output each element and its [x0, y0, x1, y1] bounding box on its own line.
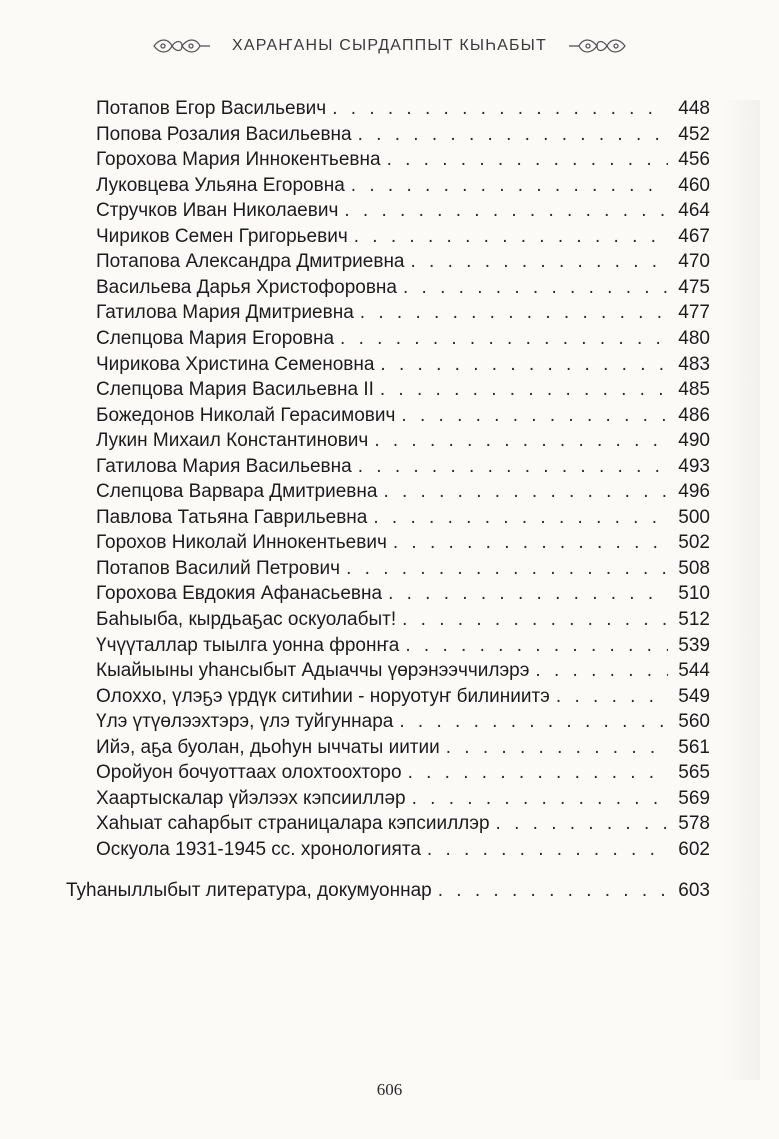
toc-entry-page: 561: [678, 736, 710, 758]
toc-entry-page: 475: [678, 276, 710, 298]
toc-entry-title: Гатилова Мария Дмитриевна: [96, 302, 354, 324]
toc-entry-page: 512: [678, 609, 710, 630]
toc-entry: [96, 709, 710, 735]
dot-leader: [380, 377, 668, 403]
toc-entry: [96, 403, 710, 429]
dot-leader: [374, 428, 668, 454]
toc-entry-title: Потапов Василий Петрович: [96, 557, 341, 579]
page-bleed-through: [720, 100, 760, 1080]
toc-entry: [96, 556, 710, 582]
toc-entry-page: 477: [678, 302, 710, 324]
toc-entry: [96, 198, 710, 224]
toc-entry-page: 490: [678, 430, 710, 452]
page-number: 606: [376, 1080, 403, 1099]
toc-entry: [96, 684, 710, 710]
dot-leader: [358, 122, 668, 148]
ornament-right-icon: [565, 35, 629, 57]
toc-entry-title: Хаһыат саһарбыт страницалара кэпсииллэр: [96, 813, 490, 835]
toc-entry: [96, 377, 710, 403]
dot-leader: [438, 878, 668, 904]
toc-entry: [96, 505, 710, 531]
toc-entry-title: Үлэ үтүөлээхтэрэ, үлэ туйгуннара: [96, 711, 394, 733]
toc-entry-page: 602: [678, 838, 710, 860]
dot-leader: [403, 275, 668, 301]
dot-leader: [388, 581, 668, 607]
toc-entry: [96, 147, 710, 173]
dot-leader: [399, 709, 668, 735]
toc-entry: [96, 760, 710, 786]
toc-entry-page: 485: [678, 379, 710, 401]
toc-entry-title: Туһаныллыбыт литература, докумуоннар: [66, 880, 432, 901]
toc-entry-page: 569: [678, 787, 710, 809]
toc-entry: [96, 96, 710, 122]
toc-entry-title: Оройуон бочуоттаах олохтоохторо: [96, 762, 402, 784]
toc-entry-title: Павлова Татьяна Гаврильевна: [96, 506, 368, 528]
toc-entry: [96, 658, 710, 684]
toc-entry-page: 502: [678, 532, 710, 554]
dot-leader: [380, 352, 668, 378]
toc-entry-page: 448: [678, 98, 710, 119]
toc-entry-title: Лукин Михаил Константинович: [96, 430, 369, 452]
toc-entry-title: Божедонов Николай Герасимович: [96, 404, 396, 426]
toc-entry-page: 452: [678, 123, 710, 145]
dot-leader: [354, 224, 668, 250]
dot-leader: [412, 786, 668, 812]
toc-entry-title: Горохова Мария Иннокентьевна: [96, 149, 381, 171]
toc-entry-page: 493: [678, 455, 710, 477]
toc-entry-title: Чириков Семен Григорьевич: [96, 225, 348, 247]
dot-leader: [401, 403, 668, 429]
toc-entry-title: Хаартыскалар үйэлээх кэпсиилләр: [96, 787, 406, 809]
toc-entry-page: 460: [678, 174, 710, 196]
toc-entry-title: Луковцева Ульяна Егоровна: [96, 174, 345, 196]
ornament-left-icon: [150, 35, 214, 57]
toc-entry-title: Слепцова Мария Васильевна II: [96, 379, 374, 401]
toc-entry-title: Баһыыба, кырдьаҕас оскуолабыт!: [96, 609, 397, 630]
toc-entry: [96, 352, 710, 378]
toc-entry-title: Васильева Дарья Христофоровна: [96, 276, 397, 298]
toc-entry-literature: [66, 878, 710, 904]
toc-entry-page: 470: [678, 251, 710, 273]
toc-entry-title: Олоххо, үлэҕэ үрдүк ситиһии - норуотуҥ билиниитэ: [96, 685, 550, 707]
dot-leader: [446, 735, 668, 761]
dot-leader: [373, 505, 668, 531]
dot-leader: [332, 96, 668, 122]
dot-leader: [556, 684, 668, 710]
toc-entry-page: 500: [678, 506, 710, 528]
toc-entry-title: Слепцова Варвара Дмитриевна: [96, 481, 378, 503]
toc-entry: [96, 275, 710, 301]
dot-leader: [496, 811, 668, 837]
toc-entry-title: Ийэ, аҕа буолан, дьоһун ыччаты иитии: [96, 736, 440, 758]
toc-entry-title: Оскуола 1931-1945 сс. хронологията: [96, 838, 421, 860]
dot-leader: [358, 454, 668, 480]
toc-entry-title: Слепцова Мария Егоровна: [96, 327, 335, 349]
toc-entry: [96, 786, 710, 812]
dot-leader: [360, 300, 668, 326]
toc-entry: [96, 326, 710, 352]
toc-entry: [96, 173, 710, 199]
toc-entry-page: 456: [678, 149, 710, 171]
dot-leader: [383, 479, 668, 505]
toc-entry-title: Потапова Александра Дмитриевна: [96, 251, 405, 273]
dot-leader: [351, 173, 668, 199]
toc-entry: [96, 633, 710, 659]
toc-entry-title: Попова Розалия Васильевна: [96, 123, 352, 145]
running-header: [0, 28, 779, 64]
toc-entry-title: Гатилова Мария Васильевна: [96, 455, 352, 477]
toc-entry-page: 486: [678, 404, 710, 426]
toc-entry: [96, 122, 710, 148]
toc-entry-title: Горохова Евдокия Афанасьевна: [96, 583, 383, 605]
dot-leader: [387, 147, 668, 173]
toc-entry-title: Үчүүталлар тыылга уонна фронҥа: [96, 634, 400, 656]
dot-leader: [340, 326, 668, 352]
toc-entry: [96, 249, 710, 275]
toc-entry-page: 539: [678, 634, 710, 656]
toc-entry-title: Потапов Егор Васильевич: [96, 98, 327, 119]
toc-entry-page: 496: [678, 481, 710, 503]
toc-entry-title: Горохов Николай Иннокентьевич: [96, 532, 387, 554]
toc-entry-page: 480: [678, 327, 710, 349]
toc-entry-page: 508: [678, 557, 710, 579]
toc-entry: [96, 454, 710, 480]
toc-entry-page: 549: [678, 685, 710, 707]
toc-entry-page: 560: [678, 711, 710, 733]
toc-entry-page: 467: [678, 225, 710, 247]
toc-entry-page: 603: [678, 880, 710, 901]
dot-leader: [411, 249, 669, 275]
toc-entry: [96, 428, 710, 454]
toc-entry: [96, 811, 710, 837]
toc-entry: [96, 479, 710, 505]
toc-entry: [96, 530, 710, 556]
dot-leader: [427, 837, 668, 863]
toc-entry-page: 510: [678, 583, 710, 605]
toc-entry: [96, 735, 710, 761]
toc-entry-page: 483: [678, 353, 710, 375]
dot-leader: [344, 198, 668, 224]
dot-leader: [346, 556, 668, 582]
toc-entry-page: 544: [678, 660, 710, 682]
toc-entry: [96, 300, 710, 326]
dot-leader: [402, 607, 668, 633]
toc-entry: [96, 607, 710, 633]
dot-leader: [535, 658, 668, 684]
toc-entry-title: Чирикова Христина Семеновна: [96, 353, 375, 375]
toc-entry-title: Стручков Иван Николаевич: [96, 200, 339, 222]
dot-leader: [405, 633, 668, 659]
toc-entry: [96, 837, 710, 863]
toc-entry-page: 565: [678, 762, 710, 784]
toc-entry: [96, 224, 710, 250]
toc-entry: [96, 581, 710, 607]
header-title: ХАРАҤАНЫ СЫРДАППЫТ КЫҺАБЫТ: [231, 37, 547, 54]
dot-leader: [408, 760, 668, 786]
toc-entry-title: Кыайыыны уһансыбыт Адыаччы үөрэнээччилэрэ: [96, 660, 530, 682]
toc-entry-page: 578: [678, 813, 710, 835]
dot-leader: [393, 530, 668, 556]
toc-entry-page: 464: [678, 200, 710, 222]
